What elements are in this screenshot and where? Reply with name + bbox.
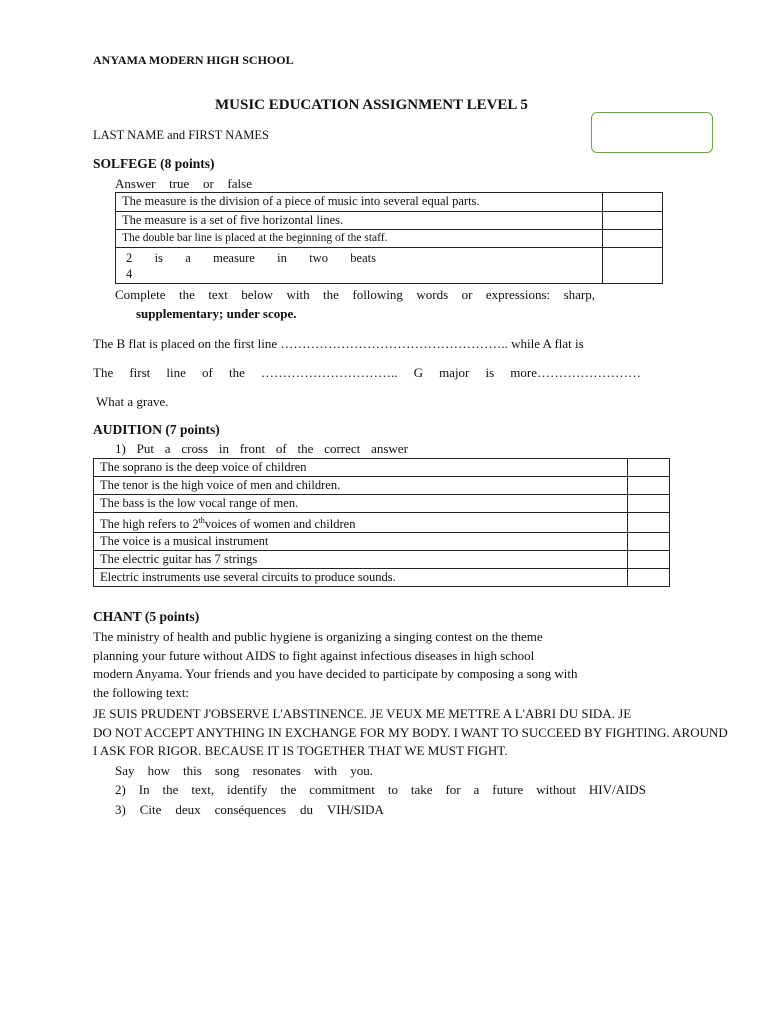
answer-cell[interactable]: [628, 477, 670, 495]
answer-cell[interactable]: [603, 193, 663, 212]
school-name: ANYAMA MODERN HIGH SCHOOL: [93, 53, 294, 67]
table-row: [94, 459, 670, 477]
table-row: [94, 569, 670, 587]
fill-sentence-3: What a grave.: [96, 394, 169, 409]
table-row: [116, 193, 663, 212]
statement-cell: The electric guitar has 7 strings: [94, 551, 628, 569]
table-row: [116, 212, 663, 230]
answer-cell[interactable]: [603, 248, 663, 284]
table-row: [94, 513, 670, 533]
table-row: [94, 551, 670, 569]
chant-heading: CHANT (5 points): [93, 609, 200, 624]
solfege-heading: SOLFEGE (8 points): [93, 156, 215, 171]
answer-cell[interactable]: [628, 495, 670, 513]
statement-cell: The measure is the division of a piece of music into several equal parts.: [116, 193, 603, 212]
statement-cell: 2 is a measure in two beats 4: [116, 248, 603, 284]
statement-cell: The high refers to 2thvoices of women and children: [94, 513, 628, 533]
audition-instruction: 1) Put a cross in front of the correct answer: [115, 441, 408, 456]
question-1: Say how this song resonates with you.: [115, 763, 373, 778]
statement-cell: The measure is a set of five horizontal lines.: [116, 212, 603, 230]
question-3: 3) Cite deux conséquences du VIH/SIDA: [115, 802, 384, 817]
table-row: [94, 495, 670, 513]
answer-cell[interactable]: [628, 459, 670, 477]
answer-cell[interactable]: [628, 513, 670, 533]
page-title: MUSIC EDUCATION ASSIGNMENT LEVEL 5: [215, 97, 528, 113]
fill-sentence-1: The B flat is placed on the first line …………………………………………….. while A flat is: [93, 336, 584, 351]
table-row: [116, 230, 663, 248]
complete-words-list: supplementary; under scope.: [136, 306, 297, 321]
table-row: [94, 477, 670, 495]
audition-table: [93, 458, 670, 587]
question-2: 2) In the text, identify the commitment to take for a future without HIV/AIDS: [115, 782, 646, 797]
answer-cell[interactable]: [628, 551, 670, 569]
answer-cell[interactable]: [603, 230, 663, 248]
audition-heading: AUDITION (7 points): [93, 422, 220, 437]
answer-cell[interactable]: [628, 569, 670, 587]
statement-cell: The soprano is the deep voice of children: [94, 459, 628, 477]
song-text: JE SUIS PRUDENT J'OBSERVE L'ABSTINENCE. JE VEUX ME METTRE A L'ABRI DU SIDA. JE DO NOT ACCEPT ANYTHING IN EXCHANGE FOR MY BODY. I WANT TO SUCCEED BY FIGHTING. AROUND I ASK FOR RIGOR. BECAUSE IT IS TOGETHER THAT WE MUST FIGHT.: [93, 706, 728, 759]
complete-instruction: Complete the text below with the following words or expressions: sharp,: [115, 287, 595, 302]
chant-paragraph: The ministry of health and public hygiene is organizing a singing contest on the theme planning your future without AIDS to fight against infectious diseases in high school modern Anyama. Your friends and you have decided to participate by composing a song with the following text:: [93, 629, 578, 700]
answer-cell[interactable]: [628, 533, 670, 551]
fill-sentence-2: The first line of the ………………………….. G major is more……………………: [93, 365, 641, 380]
statement-cell: The tenor is the high voice of men and children.: [94, 477, 628, 495]
solfege-instruction: Answer true or false: [115, 176, 252, 191]
table-row: [116, 248, 663, 284]
statement-cell: The voice is a musical instrument: [94, 533, 628, 551]
statement-cell: The bass is the low vocal range of men.: [94, 495, 628, 513]
name-label: LAST NAME and FIRST NAMES: [93, 128, 269, 142]
statement-cell: Electric instruments use several circuits to produce sounds.: [94, 569, 628, 587]
statement-cell: The double bar line is placed at the beginning of the staff.: [116, 230, 603, 248]
name-box[interactable]: [591, 112, 713, 153]
solfege-table: [115, 192, 663, 284]
answer-cell[interactable]: [603, 212, 663, 230]
table-row: [94, 533, 670, 551]
